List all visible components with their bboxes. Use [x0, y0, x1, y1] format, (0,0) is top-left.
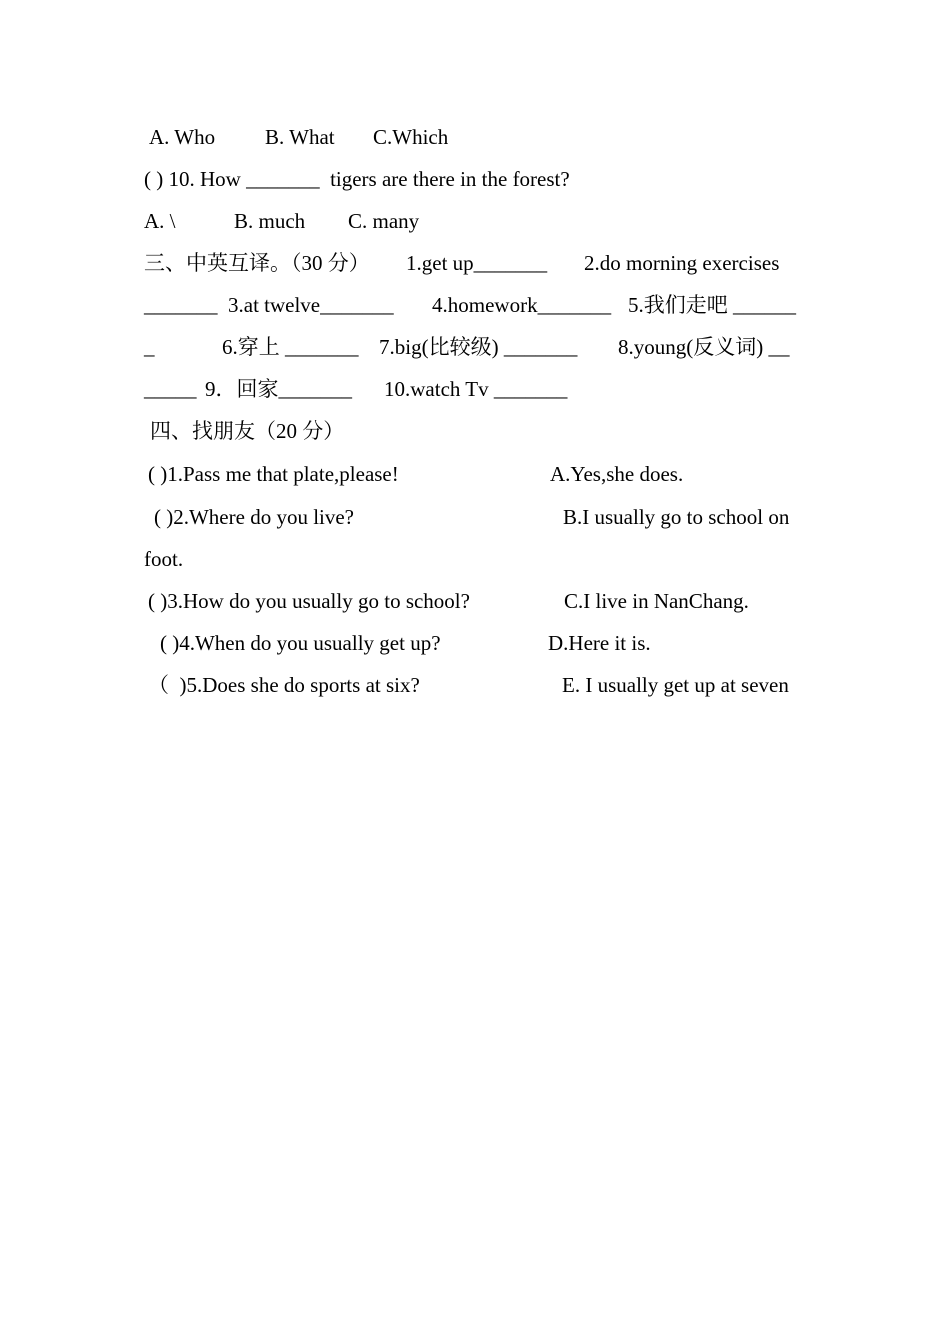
section4-heading: 四、找朋友（20 分）	[150, 419, 345, 443]
match-answer-b: B.I usually go to school on	[563, 505, 790, 529]
translate-item-8: 8.young(反义词) __	[618, 335, 790, 359]
translate-item-2-blank: _______	[144, 293, 218, 317]
q10-stem: ( ) 10. How _______ tigers are there in the forest?	[144, 167, 570, 191]
match-question-4: ( )4.When do you usually get up?	[160, 631, 441, 655]
translate-item-1: 1.get up_______	[406, 251, 548, 275]
translate-item-5-cont: _	[144, 335, 155, 359]
section3-heading: 三、中英互译。（30 分）	[144, 251, 370, 275]
translate-item-8-cont: _____	[144, 377, 197, 401]
match-answer-c: C.I live in NanChang.	[564, 589, 749, 613]
translate-item-7: 7.big(比较级) _______	[379, 335, 578, 359]
translate-item-10: 10.watch Tv _______	[384, 377, 568, 401]
match-question-5: （ )5.Does she do sports at six?	[148, 673, 420, 697]
translate-item-2: 2.do morning exercises	[584, 251, 780, 275]
match-question-3: ( )3.How do you usually go to school?	[148, 589, 470, 613]
translate-item-3: 3.at twelve_______	[228, 293, 394, 317]
q9-option-c: C.Which	[373, 125, 449, 149]
q9-option-b: B. What	[265, 125, 335, 149]
q10-option-c: C. many	[348, 209, 420, 233]
translate-item-6: 6.穿上 _______	[222, 335, 359, 359]
q9-option-a: A. Who	[149, 125, 216, 149]
q10-option-a: A. \	[144, 209, 176, 233]
match-answer-e: E. I usually get up at seven	[562, 673, 789, 697]
match-question-1: ( )1.Pass me that plate,please!	[148, 462, 399, 486]
translate-item-9: 9．回家_______	[205, 377, 352, 401]
match-question-2: ( )2.Where do you live?	[154, 505, 355, 529]
match-answer-d: D.Here it is.	[548, 631, 651, 655]
match-answer-b-cont: foot.	[144, 547, 184, 571]
translate-item-4: 4.homework_______	[432, 293, 612, 317]
q10-option-b: B. much	[234, 209, 306, 233]
translate-item-5: 5.我们走吧 ______	[628, 293, 796, 317]
match-answer-a: A.Yes,she does.	[550, 462, 684, 486]
